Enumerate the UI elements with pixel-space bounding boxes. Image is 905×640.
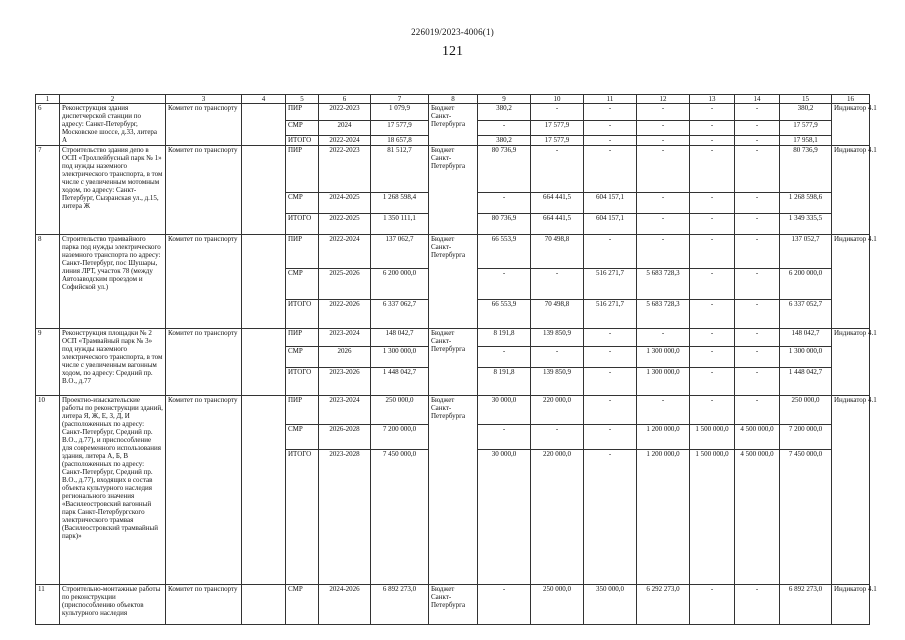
year-value: - xyxy=(637,396,690,425)
year-value: - xyxy=(735,193,780,214)
year-value: 70 498,8 xyxy=(531,235,584,269)
project-name: Реконструкция здания диспетчерской станции по адресу: Санкт-Петербург, Московское шоссе, д.33, литера А xyxy=(60,104,166,146)
column-number: 5 xyxy=(286,95,319,104)
year-value: - xyxy=(690,329,735,347)
year-value: 664 441,5 xyxy=(531,214,584,235)
year-value: - xyxy=(478,269,531,300)
work-type: ПИР xyxy=(286,396,319,425)
column-number-row xyxy=(36,95,870,104)
year-value: - xyxy=(531,104,584,121)
year-value: 137 052,7 xyxy=(780,235,832,269)
year-value: - xyxy=(735,136,780,146)
year-value: 5 683 728,3 xyxy=(637,269,690,300)
year-value: 1 300 000,0 xyxy=(780,347,832,368)
year-value: 1 500 000,0 xyxy=(690,425,735,450)
table-row xyxy=(36,585,870,625)
year-value: - xyxy=(690,300,735,329)
total-cost: 6 892 273,0 xyxy=(371,585,429,625)
year-value: - xyxy=(584,368,637,396)
total-cost: 18 657,8 xyxy=(371,136,429,146)
table-row xyxy=(36,396,870,425)
year-value: - xyxy=(478,425,531,450)
year-value: - xyxy=(637,214,690,235)
entry-number: 6 xyxy=(36,104,60,146)
year-value: 66 553,9 xyxy=(478,235,531,269)
year-value: - xyxy=(584,450,637,585)
year-value: 380,2 xyxy=(478,104,531,121)
year-value: - xyxy=(478,347,531,368)
work-type: ПИР xyxy=(286,104,319,121)
year-value: - xyxy=(584,146,637,193)
project-name: Строительство трамвайного парка под нужды электрического наземного транспорта по адресу: Санкт-Петербург, пос Шушары, линия ЛРТ, участок 78 (между Автозаводским проездом и Софийской ул.) xyxy=(60,235,166,329)
year-value: - xyxy=(735,214,780,235)
column-number: 13 xyxy=(690,95,735,104)
year-value: 139 850,9 xyxy=(531,329,584,347)
empty-cell xyxy=(242,396,286,585)
year-value: - xyxy=(531,146,584,193)
year-value: 250 000,0 xyxy=(531,585,584,625)
year-value: - xyxy=(735,104,780,121)
year-value: 17 577,9 xyxy=(531,136,584,146)
year-value: - xyxy=(690,269,735,300)
period: 2024-2026 xyxy=(319,585,371,625)
year-value: 6 200 000,0 xyxy=(780,269,832,300)
period: 2023-2024 xyxy=(319,329,371,347)
total-cost: 81 512,7 xyxy=(371,146,429,193)
empty-cell xyxy=(242,329,286,396)
column-number: 15 xyxy=(780,95,832,104)
total-cost: 17 577,9 xyxy=(371,121,429,136)
year-value: - xyxy=(690,214,735,235)
total-cost: 250 000,0 xyxy=(371,396,429,425)
executor: Комитет по транспорту xyxy=(166,235,242,329)
column-number: 14 xyxy=(735,95,780,104)
year-value: 80 736,9 xyxy=(478,214,531,235)
year-value: - xyxy=(735,347,780,368)
year-value: - xyxy=(735,121,780,136)
entry-number: 7 xyxy=(36,146,60,235)
column-number: 10 xyxy=(531,95,584,104)
total-cost: 7 200 000,0 xyxy=(371,425,429,450)
year-value: 220 000,0 xyxy=(531,396,584,425)
column-number: 9 xyxy=(478,95,531,104)
period: 2023-2028 xyxy=(319,450,371,585)
year-value: 380,2 xyxy=(780,104,832,121)
total-cost: 1 079,9 xyxy=(371,104,429,121)
empty-cell xyxy=(242,235,286,329)
total-cost: 137 062,7 xyxy=(371,235,429,269)
total-cost: 7 450 000,0 xyxy=(371,450,429,585)
year-value: 1 268 598,6 xyxy=(780,193,832,214)
work-type: СМР xyxy=(286,585,319,625)
year-value: - xyxy=(735,585,780,625)
year-value: - xyxy=(690,235,735,269)
total-cost: 6 337 062,7 xyxy=(371,300,429,329)
total-cost: 1 300 000,0 xyxy=(371,347,429,368)
period: 2024 xyxy=(319,121,371,136)
column-number: 4 xyxy=(242,95,286,104)
work-type: ИТОГО xyxy=(286,136,319,146)
year-value: 7 450 000,0 xyxy=(780,450,832,585)
column-number: 8 xyxy=(429,95,478,104)
year-value: - xyxy=(584,425,637,450)
year-value: - xyxy=(735,235,780,269)
year-value: - xyxy=(637,136,690,146)
year-value: - xyxy=(584,329,637,347)
period: 2022-2025 xyxy=(319,214,371,235)
year-value: - xyxy=(584,235,637,269)
year-value: - xyxy=(584,104,637,121)
work-type: СМР xyxy=(286,269,319,300)
project-name: Строительство здания депо в ОСП «Троллейбусный парк № 1» под нужды наземного электрического транспорта, в том числе с увеличенным мотомным ходом, по адресу: Санкт-Петербург, Сызранская ул., д.15, литера Ж xyxy=(60,146,166,235)
year-value: - xyxy=(531,425,584,450)
total-cost: 1 350 111,1 xyxy=(371,214,429,235)
period: 2023-2024 xyxy=(319,396,371,425)
year-value: - xyxy=(637,121,690,136)
period: 2022-2026 xyxy=(319,300,371,329)
table-row xyxy=(36,104,870,121)
year-value: 6 892 273,0 xyxy=(780,585,832,625)
table-row xyxy=(36,235,870,269)
year-value: 8 191,8 xyxy=(478,368,531,396)
executor: Комитет по транспорту xyxy=(166,104,242,146)
year-value: 1 200 000,0 xyxy=(637,450,690,585)
year-value: - xyxy=(478,193,531,214)
funding-source: Бюджет Санкт-Петербурга xyxy=(429,104,478,146)
funding-source: Бюджет Санкт-Петербурга xyxy=(429,329,478,396)
work-type: ИТОГО xyxy=(286,450,319,585)
indicator: Индикатор 4.1 xyxy=(832,329,870,396)
year-value: 4 500 000,0 xyxy=(735,450,780,585)
year-value: - xyxy=(690,396,735,425)
year-value: 80 736,9 xyxy=(478,146,531,193)
work-type: ПИР xyxy=(286,146,319,193)
year-value: - xyxy=(478,121,531,136)
column-number: 6 xyxy=(319,95,371,104)
year-value: 4 500 000,0 xyxy=(735,425,780,450)
year-value: 516 271,7 xyxy=(584,269,637,300)
document-id: 226019/2023-4006(1) xyxy=(411,27,494,37)
year-value: 6 292 273,0 xyxy=(637,585,690,625)
period: 2022-2024 xyxy=(319,136,371,146)
year-value: - xyxy=(637,193,690,214)
year-value: 1 300 000,0 xyxy=(637,347,690,368)
year-value: 7 200 000,0 xyxy=(780,425,832,450)
project-name: Строительно-монтажные работы по реконструкции (приспособлению объектов культурного наследия xyxy=(60,585,166,625)
column-number: 11 xyxy=(584,95,637,104)
year-value: - xyxy=(531,269,584,300)
work-type: ИТОГО xyxy=(286,368,319,396)
year-value: - xyxy=(690,104,735,121)
year-value: - xyxy=(735,146,780,193)
year-value: - xyxy=(690,347,735,368)
empty-cell xyxy=(242,104,286,146)
year-value: - xyxy=(735,269,780,300)
year-value: - xyxy=(584,136,637,146)
work-type: СМР xyxy=(286,347,319,368)
period: 2023-2026 xyxy=(319,368,371,396)
work-type: ИТОГО xyxy=(286,214,319,235)
column-number: 12 xyxy=(637,95,690,104)
year-value: - xyxy=(735,396,780,425)
budget-table xyxy=(35,94,877,625)
total-cost: 1 268 598,4 xyxy=(371,193,429,214)
column-number: 2 xyxy=(60,95,166,104)
entry-number: 9 xyxy=(36,329,60,396)
year-value: 80 736,9 xyxy=(780,146,832,193)
entry-number: 11 xyxy=(36,585,60,625)
year-value: 70 498,8 xyxy=(531,300,584,329)
year-value: 516 271,7 xyxy=(584,300,637,329)
indicator: Индикатор 4.1 xyxy=(832,585,870,625)
entry-number: 10 xyxy=(36,396,60,585)
year-value: 1 349 335,5 xyxy=(780,214,832,235)
total-cost: 6 200 000,0 xyxy=(371,269,429,300)
year-value: 1 500 000,0 xyxy=(690,450,735,585)
page-number: 121 xyxy=(442,44,463,59)
year-value: - xyxy=(690,368,735,396)
period: 2022-2023 xyxy=(319,146,371,193)
year-value: - xyxy=(690,585,735,625)
year-value: - xyxy=(637,329,690,347)
year-value: - xyxy=(584,396,637,425)
table-row xyxy=(36,146,870,193)
entry-number: 8 xyxy=(36,235,60,329)
project-name: Проектно-изыскательские работы по реконструкции зданий, литера Я, Ж, Е, З, Д, И (расположенных по адресу: Санкт-Петербург, Средний пр. В.О., д.77), и приспособление для современного использования здания, литера А, Б, В (расположенных по адресу: Санкт-Петербург, Средний пр. В.О., д.77), входящих в состав объекта культурного наследия регионального значения «Василеостровский вагонный парк Санкт-Петербургского электрического трамвая (Василеостровский трамвайный парк)» xyxy=(60,396,166,585)
work-type: СМР xyxy=(286,425,319,450)
year-value: - xyxy=(690,136,735,146)
year-value: 139 850,9 xyxy=(531,368,584,396)
year-value: - xyxy=(735,329,780,347)
work-type: СМР xyxy=(286,193,319,214)
total-cost: 1 448 042,7 xyxy=(371,368,429,396)
year-value: 5 683 728,3 xyxy=(637,300,690,329)
year-value: - xyxy=(690,193,735,214)
column-number: 3 xyxy=(166,95,242,104)
period: 2022-2024 xyxy=(319,235,371,269)
year-value: - xyxy=(735,368,780,396)
indicator: Индикатор 4.1 xyxy=(832,146,870,235)
year-value: 350 000,0 xyxy=(584,585,637,625)
period: 2024-2025 xyxy=(319,193,371,214)
empty-cell xyxy=(242,146,286,235)
work-type: ПИР xyxy=(286,329,319,347)
year-value: - xyxy=(478,585,531,625)
period: 2026 xyxy=(319,347,371,368)
executor: Комитет по транспорту xyxy=(166,329,242,396)
period: 2026-2028 xyxy=(319,425,371,450)
year-value: 17 577,9 xyxy=(531,121,584,136)
year-value: 1 200 000,0 xyxy=(637,425,690,450)
executor: Комитет по транспорту xyxy=(166,396,242,585)
funding-source: Бюджет Санкт-Петербурга xyxy=(429,146,478,235)
work-type: ПИР xyxy=(286,235,319,269)
column-number: 7 xyxy=(371,95,429,104)
year-value: - xyxy=(531,347,584,368)
year-value: 66 553,9 xyxy=(478,300,531,329)
year-value: - xyxy=(637,104,690,121)
period: 2025-2026 xyxy=(319,269,371,300)
executor: Комитет по транспорту xyxy=(166,585,242,625)
year-value: 17 577,9 xyxy=(780,121,832,136)
column-number: 1 xyxy=(36,95,60,104)
year-value: 6 337 052,7 xyxy=(780,300,832,329)
year-value: 664 441,5 xyxy=(531,193,584,214)
year-value: 17 958,1 xyxy=(780,136,832,146)
funding-source: Бюджет Санкт-Петербурга xyxy=(429,396,478,585)
indicator: Индикатор 4.1 xyxy=(832,235,870,329)
year-value: 8 191,8 xyxy=(478,329,531,347)
funding-source: Бюджет Санкт-Петербурга xyxy=(429,585,478,625)
year-value: - xyxy=(637,146,690,193)
project-name: Реконструкция площадки № 2 ОСП «Трамвайный парк № 3» под нужды наземного электрического транспорта, в том числе с увеличенным вагонным ходом, по адресу: Средний пр. В.О., д.77 xyxy=(60,329,166,396)
year-value: 604 157,1 xyxy=(584,214,637,235)
work-type: СМР xyxy=(286,121,319,136)
funding-source: Бюджет Санкт-Петербурга xyxy=(429,235,478,329)
year-value: 220 000,0 xyxy=(531,450,584,585)
year-value: 380,2 xyxy=(478,136,531,146)
year-value: 250 000,0 xyxy=(780,396,832,425)
work-type: ИТОГО xyxy=(286,300,319,329)
year-value: - xyxy=(690,121,735,136)
year-value: 30 000,0 xyxy=(478,450,531,585)
executor: Комитет по транспорту xyxy=(166,146,242,235)
year-value: 604 157,1 xyxy=(584,193,637,214)
year-value: 1 300 000,0 xyxy=(637,368,690,396)
table-row xyxy=(36,329,870,347)
period: 2022-2023 xyxy=(319,104,371,121)
indicator: Индикатор 4.1 xyxy=(832,104,870,146)
year-value: - xyxy=(690,146,735,193)
year-value: - xyxy=(584,347,637,368)
year-value: - xyxy=(584,121,637,136)
total-cost: 148 042,7 xyxy=(371,329,429,347)
year-value: 148 042,7 xyxy=(780,329,832,347)
empty-cell xyxy=(242,585,286,625)
column-number: 16 xyxy=(832,95,870,104)
year-value: - xyxy=(637,235,690,269)
indicator: Индикатор 4.1 xyxy=(832,396,870,585)
year-value: - xyxy=(735,300,780,329)
year-value: 30 000,0 xyxy=(478,396,531,425)
year-value: 1 448 042,7 xyxy=(780,368,832,396)
